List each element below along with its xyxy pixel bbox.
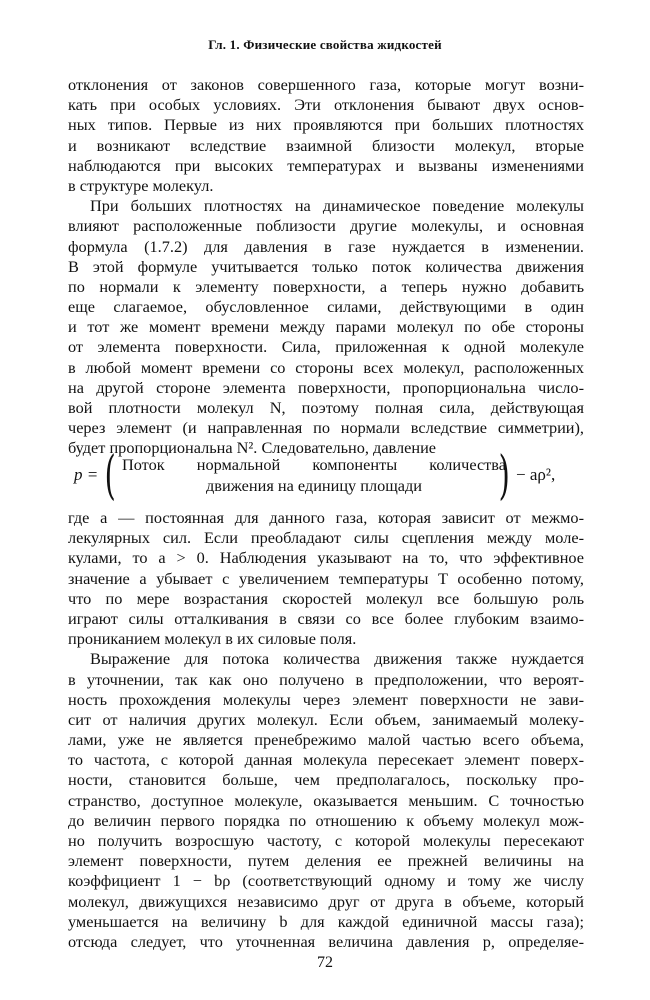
- paragraph-block-1: [68, 75, 584, 459]
- text-line: играют силы отталкивания в связи со все более глубоким взаимо-: [68, 608, 584, 628]
- formula-lhs: p =: [74, 465, 99, 484]
- text-line: отсюда следует, что уточненная величина давления p, определяе-: [68, 931, 584, 951]
- formula-bracket-content: [122, 454, 506, 496]
- text-line: ности, становится больше, чем предполагалось, поскольку про-: [68, 770, 584, 790]
- text-line: сит от наличия других молекул. Если объем, занимаемый молеку-: [68, 709, 584, 729]
- text-line: вой плотности молекул N, поэтому полная сила, действующая: [68, 398, 584, 417]
- text-line: лами, уже не является пренебрежимо малой частью всего объема,: [68, 730, 584, 750]
- text-line: При больших плотностях на динамическое поведение молекулы: [90, 196, 584, 216]
- text-line: коэффициент 1 − bρ (соответствующий одному и тому же числу: [68, 871, 584, 891]
- text-line: прониканием молекул в их силовые поля.: [68, 629, 357, 649]
- text-line: до величин первого порядка по отношению к объему молекул мож-: [68, 810, 584, 830]
- text-line: Выражение для потока количества движения также нуждается: [90, 649, 584, 669]
- text-line: через элемент (и направленная по нормали вследствие симметрии),: [68, 418, 584, 438]
- text-line: странство, доступное молекуле, оказывается меньшим. С точностью: [68, 790, 584, 810]
- text-line: значение a убывает с увеличением температуры T особенно потому,: [68, 568, 584, 588]
- text-line: в любой момент времени со стороны всех молекул, расположенных: [68, 357, 584, 377]
- text-line: В этой формуле учитывается только поток количества движения: [68, 256, 584, 276]
- text-line: ность прохождения молекулы через элемент поверхности не зави-: [68, 689, 584, 709]
- formula-rhs: − aρ²,: [516, 465, 556, 484]
- text-line: на другой стороне элемента поверхности, пропорциональна число-: [68, 377, 584, 397]
- text-line: влияют расположенные поблизости другие молекулы, и основная: [68, 216, 584, 236]
- text-line: уменьшается на величину b для каждой единичной массы газа);: [68, 911, 584, 931]
- text-line: наблюдаются при высоких температурах и вызваны изменениями: [68, 155, 584, 175]
- text-line: то частота, с которой данная молекула пересекает элемент поверх-: [68, 750, 584, 770]
- formula-line-1: Поток нормальной компоненты количества: [122, 455, 506, 474]
- formula-line-2: движения на единицу площади: [205, 476, 423, 495]
- text-line: где a — постоянная для данного газа, которая зависит от межмо-: [68, 508, 584, 527]
- text-line: ных типов. Первые из них проявляются при больших плотностях: [68, 115, 584, 135]
- text-line: но получить возросшую частоту, с которой молекулы пересекают: [68, 831, 584, 850]
- text-line: и тот же момент времени между парами молекул по обе стороны: [68, 317, 584, 337]
- text-line: от элемента поверхности. Сила, приложенная к одной молекуле: [68, 337, 584, 357]
- text-line: элемент поверхности, путем деления ее прежней величины на: [68, 851, 584, 871]
- text-line: кать при особых условиях. Эти отклонения бывают двух основ-: [68, 95, 584, 115]
- text-line: по нормали к элементу поверхности, а теперь нужно добавить: [68, 276, 584, 296]
- page-number: 72: [317, 954, 333, 971]
- text-line: формула (1.7.2) для давления в газе нуждается в изменении.: [68, 236, 584, 256]
- text-line: отклонения от законов совершенного газа, которые могут возни-: [68, 75, 584, 94]
- text-line: будет пропорциональна N². Следовательно, давление: [68, 438, 437, 458]
- text-line: и возникают вследствие взаимной близости молекул, вторые: [68, 135, 584, 155]
- text-line: в уточнении, так как оно получено в предположении, что вероят-: [68, 669, 584, 689]
- text-line: еще слагаемое, обусловленное силами, действующими в один: [68, 297, 584, 317]
- text-line: что по мере возрастания скоростей молекул все большую роль: [68, 588, 584, 608]
- left-paren: (: [104, 446, 116, 506]
- running-header: Гл. 1. Физические свойства жидкостей: [208, 37, 442, 52]
- text-line: кулами, то a > 0. Наблюдения указывают на то, что эффективное: [68, 548, 584, 568]
- paragraph-block-2: [68, 508, 584, 952]
- text-line: в структуре молекул.: [68, 175, 214, 195]
- text-line: лекулярных сил. Если преобладают силы сцепления между моле-: [68, 528, 584, 548]
- right-paren: ): [498, 446, 510, 506]
- text-line: молекул, движущихся независимо друг от друга в объеме, который: [68, 891, 584, 911]
